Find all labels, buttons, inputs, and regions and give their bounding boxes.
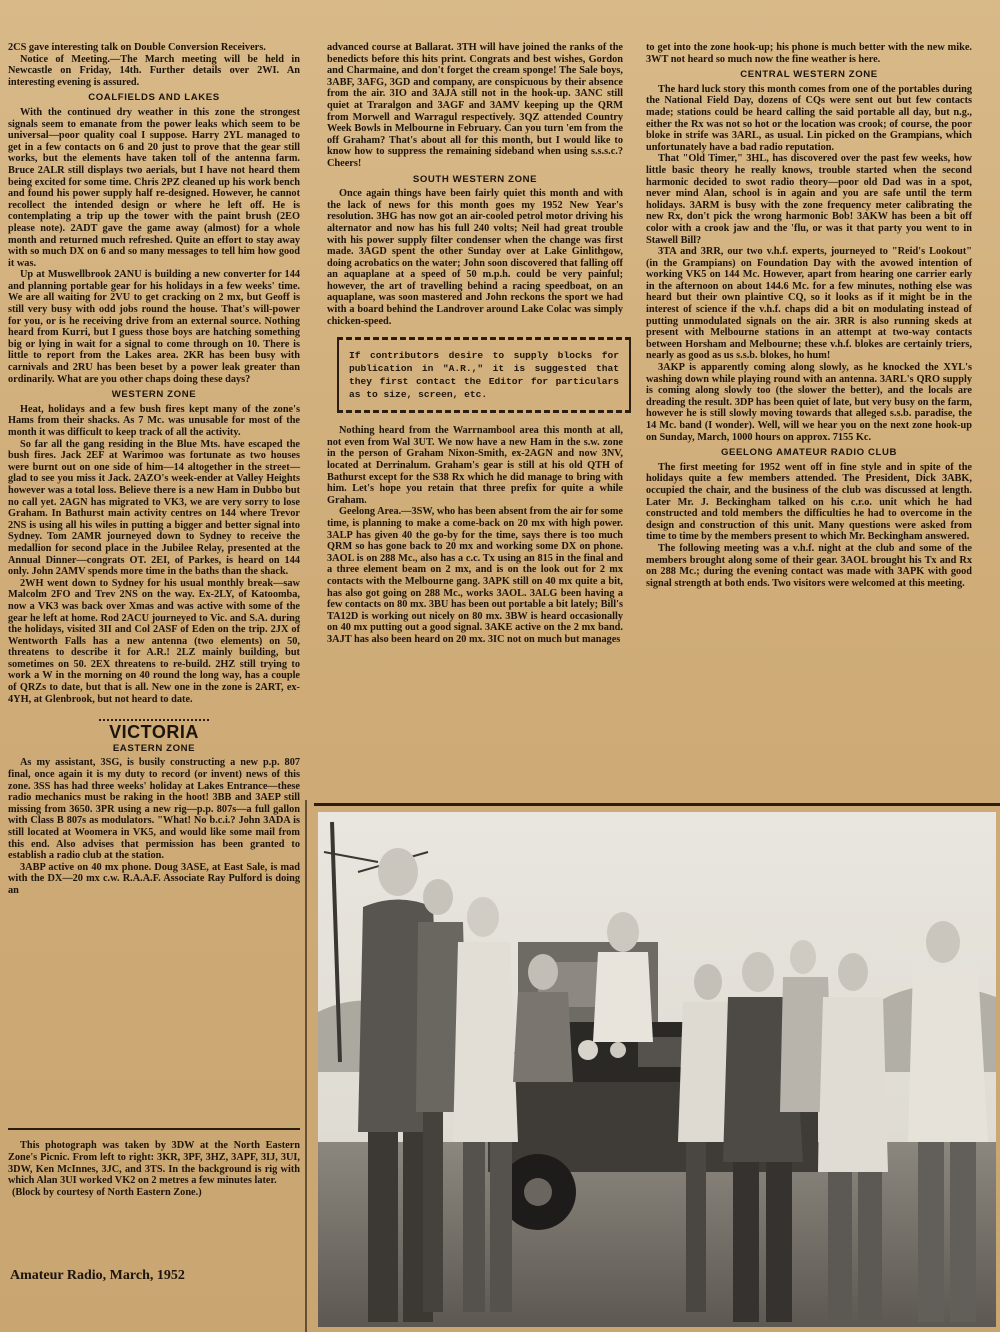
paragraph: Geelong Area.—3SW, who has been absent from the air for some time, is planning to make a come-back on 20 mx with high power. 3ALP has given 40 the go-by for the time, says there is too much QRM so has gone back to 20 mx and working some DX on phone. 3AOL is on 288 Mc., also has a c.c. Tx using an 815 in the final and a three element beam on 2 mx, and is on the look out for 2 mx contacts with the Melbourne gang. 3APK still on 40 mx quite a bit, has also got going on 288 Mc., works 3AOL. 3ALG been having a few contacts on 80 mx. 3BU has been out portable a bit lately; Bill's TA12D is working out nicely on 80 mx. 3BW is heard occasionally on 40 mx putting out a good signal. 3AKE active on the 2 mx band. 3AJT has also been heard on 20 mx. 3IC not on much but manages — [327, 506, 623, 645]
paragraph: Up at Muswellbrook 2ANU is building a new converter for 144 and planning portable gear for his holidays in a few weeks' time. We are all waiting for 2VU to get cracking on 2 mx, but Geoff is still very busy with odd jobs round the house. That's will-power for you, or is he receiving drive from an external source. Nothing heard from Kurri, but I guess those boys are hatching something big or lying in wait for a signal to come through on 10. There is little to report from the Lakes area. 2KR has been busy with carnivals and 2RU has been beset by a power leak greater than ordinarily. What are you other chaps doing these days? — [8, 269, 300, 385]
paragraph: The following meeting was a v.h.f. night at the club and some of the members brought along some of their gear. 3AOL brought his Tx and Rx on 288 Mc.; during the evening contact was made with 3APK with good signal strength at both ends. Two visitors were welcomed at this meeting. — [646, 542, 972, 589]
caption-credit: (Block by courtesy of North Eastern Zone.) — [12, 1187, 202, 1199]
paragraph-notice: Notice of Meeting.—The March meeting will be held in Newcastle on Friday, 14th. Further details over 2WI. An interesting evening is assured. — [8, 53, 300, 88]
column-rule — [305, 800, 307, 1332]
divider — [8, 1128, 300, 1130]
paragraph: The first meeting for 1952 went off in fine style and in spite of the holidays quite a few members attended. The President, Dick 3ABK, occupied the chair, and the business of the club was discussed at length. Later Mr. J. Beckingham talked on his c.r.o. unit which he had constructed and told members the difficulties he had to overcome in the design and construction of this unit. Many questions were asked from time to time by the members present to which Mr. Beckingham answered. — [646, 461, 972, 543]
victoria-section — [8, 719, 300, 754]
paragraph: The hard luck story this month comes from one of the portables during the National Field Day, dozens of CQs were sent out but few contacts made; stations could be heard calling the said portable all day, but n.g., either the Rx was not so hot or the location was crook; of course, the poor bloke in strife was 3ARL, as usual. Lin picked on the Grampians, which unfortunately have a bad radio reputation. — [646, 83, 972, 153]
editor-notice-box: If contributors desire to supply blocks for publication in "A.R.," it is suggested that they first contact the Editor for particulars as to size, screen, etc. — [337, 337, 631, 413]
group-photograph — [318, 812, 996, 1327]
paragraph: 3ABP active on 40 mx phone. Doug 3ASE, at East Sale, is mad with the DX—20 mx c.w. R.A.A.F. Associate Ray Pulford is doing an — [8, 861, 300, 896]
column-left — [8, 42, 300, 897]
paragraph: That "Old Timer," 3HL, has discovered over the past few weeks, how little basic theory he really knows, trouble started when the second harmonic decided to swot radio theory—poor old Dad was in a spot, never mind Alan, school is in again and you are safe until the term holidays. 3ARM is busy with the zone frequency meter calibrating the new Rx, don't pick the wrong harmonic Bob! 3AKW has been a bit off color with a crook jaw and the 'flu, or was it that party you went to in Stawell Bill? — [646, 153, 972, 246]
section-heading: WESTERN ZONE — [111, 389, 197, 401]
paragraph: So far all the gang residing in the Blue Mts. have escaped the bush fires. Jack 2EF at Warimoo was fortunate as two houses were burnt out on one side of him—14 altogether in the street—glad to see you miss it Jack. 2AZO's week-ender at Valley Heights however was a total loss. Believe there is a new Ham in Dubbo but no call yet. 2AGN has migrated to VK3, we are very sorry to lose Graham. In Bathurst main activity centres on 144 where Trevor 2NS is using all his wiles in putting a bigger and better signal into Sydney. Tom 2AMR journeyed down to Sydney to receive the medallion for second place in the Jubilee Relay, presented at the Annual Dinner—congrats OT. 2EI, of Parkes, is heard on 144 only. John 2AMV spends more time in the baths than the shack. — [8, 438, 300, 578]
paragraph: Heat, holidays and a few bush fires kept many of the zone's Hams from their shacks. As 7 Mc. was unusable for most of the month it was difficult to keep track of all the activity. — [8, 403, 300, 438]
paragraph: With the continued dry weather in this zone the strongest signals seem to emanate from the power leaks which seem to be universal—poor quality coal I suppose. Harry 2YL managed to get in a few contacts on 6 and 20 just to prove that the gear still works, but the elements have taken toll of the antenna farm. Bruce 2ALR still displays two aerials, but I have not heard them being excited for some time. Chris 2PZ cleaned up his work bench and found his power supply half re-designed. However, he cannot recollect the intended design or where he left off. He is contemplating a trip up the tower with the paint brush (2EO please note). 2ADT gave the game away (almost) for a whole month and returned much refreshed. Quite an effort to stay away with so much DX on 6 and so many messages to tell him how good it was. — [8, 106, 300, 269]
paragraph: to get into the zone hook-up; his phone is much better with the new mike. 3WT not heard so much now the fine weather is here. — [646, 42, 972, 65]
section-heading: CENTRAL WESTERN ZONE — [740, 69, 878, 81]
section-heading: EASTERN ZONE — [112, 742, 196, 754]
photo-caption — [8, 1140, 300, 1199]
divider — [99, 719, 209, 721]
column-middle — [327, 42, 623, 646]
section-heading: SOUTH WESTERN ZONE — [412, 173, 538, 185]
divider — [314, 803, 1000, 806]
page-footer: Amateur Radio, March, 1952 — [10, 1268, 185, 1283]
paragraph: 2CS gave interesting talk on Double Conversion Receivers. — [8, 42, 266, 53]
paragraph: As my assistant, 3SG, is busily constructing a new p.p. 807 final, once again it is my duty to record (or invent) news of this zone. 3SS has had three weeks' holiday at Lakes Entrance—these radio mechanics must be raking in the hoot! 3BB and 3AEP still missing from 3650. 3PR using a new rig—p.p. 807s—a full gallon with Class B 807s as modulators. "What! No b.c.i.? John 3ADA is still located at Woomera in VK5, and would like some mail from this end. Also advises that permission has been granted to establish a radio club at the station. — [8, 757, 300, 862]
paragraph: Nothing heard from the Warrnambool area this month at all, not even from Wal 3UT. We now have a new Ham in the s.w. zone in the person of Graham Nixon-Smith, ex-2AGN and now 3NV, located at Derrinalum. Graham's gear is still at his old QTH of Bathurst except for the S38 Rx which he did manage to bring with him. Let's hope you retain that three prefix for quite a while Graham. — [327, 425, 623, 506]
state-title: VICTORIA — [109, 722, 199, 743]
paragraph: Once again things have been fairly quiet this month and with the lack of news for this month goes my 1952 New Year's resolution. 3HG has now got an air-cooled petrol motor driving his alternator and now has his full 240 volts; Neil had great trouble with his power supply filter condenser when the change was first made. 3AGD spent the other Sunday over at Lake Ginlithgow, doing acrobatics on the water; John soon discovered that falling off an aquaplane at a speed of 50 m.p.h. could be very painful; however, the art of travelling behind a racing speedboat, on an aquaplane, was soon mastered and John reckons the sport we had with a board behind the Landrover around Lake Colac was simply chicken-speed. — [327, 188, 623, 327]
paragraph: advanced course at Ballarat. 3TH will have joined the ranks of the benedicts before this hits print. Congrats and best wishes, Gordon and Charmaine, and don't forget the cream sponge! The Sale boys, 3ABF, 3AFG, 3GD and company, are conspicuous by their absence from the air. 3IO and 3AJA still not in the hook-up. 3ANC still quiet at Traralgon and 3AGF and 3AMV keeping up the QRM from Morwell and Warragul respectively. 3QZ attended Country Week Bowls in Melbourne in February. Can you turn 'em from the off Graham? That's about all for this month, but I would like to know how to suppress the remaining sideband when using s.s.s.c.? Cheers! — [327, 42, 623, 169]
column-right — [646, 42, 972, 589]
caption-text: This photograph was taken by 3DW at the North Eastern Zone's Picnic. From left to right: 3KR, 3PF, 3HZ, 3APF, 3IJ, 3UI, 3DW, Ken McInnes, 3JC, and 3TS. In the background is rig with which Alan 3UI worked VK2 on 2 metres a few minutes later. — [8, 1140, 300, 1187]
paragraph: 3AKP is apparently coming along slowly, as he knocked the XYL's washing down while playing round with an antenna. 3ARL's QRO supply is coming along slowly too (the slower the better), and the locals are dreading the result. 3DP has been quiet of late, but very busy on the farm, however he is still slowly moving towards that alleged s.s.b. paradise, the 14 Mc. band (I wonder). Well, will we hear you on the next zone hook-up on Sunday, March, 1000 hours on approx. 7155 Kc. — [646, 362, 972, 443]
section-heading: COALFIELDS AND LAKES — [88, 92, 220, 104]
paragraph: 3TA and 3RR, our two v.h.f. experts, journeyed to "Reid's Lookout" (in the Grampians) on Foundation Day with the avowed intention of working VK5 on 144 Mc. However, apart from hearing one carrier early in the afternoon on about 144.6 Mc. for a few minutes, nothing else was heard but their own plaintive CQ, so it looks as if it might be in the interest of science if the v.h.f. chaps did a bit on modulating instead of putting unmodulated signals on the air. 3RR is also running skeds at present with Melbourne stations in an attempt at two-way contacts between Horsham and Melbourne; these v.h.f. blokes are certainly triers, nearly as good as us s.s.b. blokes, ho hum! — [646, 246, 972, 362]
paragraph: 2WH went down to Sydney for his usual monthly break—saw Malcolm 2FO and Trev 2NS on the way. Ex-2LY, of Katoomba, now a VK3 was back over Xmas and was active with some of the gear he left at home. Rod 2ACU journeyed to Vic. and S.A. during the holidays, visited 3II and Col 2ASF of Eden on the trip. 2JX of Wentworth Falls has a new antenna (two elements) on 50, threatens to describe it for A.R.! 2LZ mainly building, but sometimes on 50. 2EX threatens to re-build. 2HZ still trying to work a W in the morning on 40 round the long way, has a couple of QRZs to date, but that is all. New one in the zone is 2ART, ex-4YH, at Glenbrook, but not heard to date. — [8, 577, 300, 705]
section-heading: GEELONG AMATEUR RADIO CLUB — [720, 447, 898, 459]
